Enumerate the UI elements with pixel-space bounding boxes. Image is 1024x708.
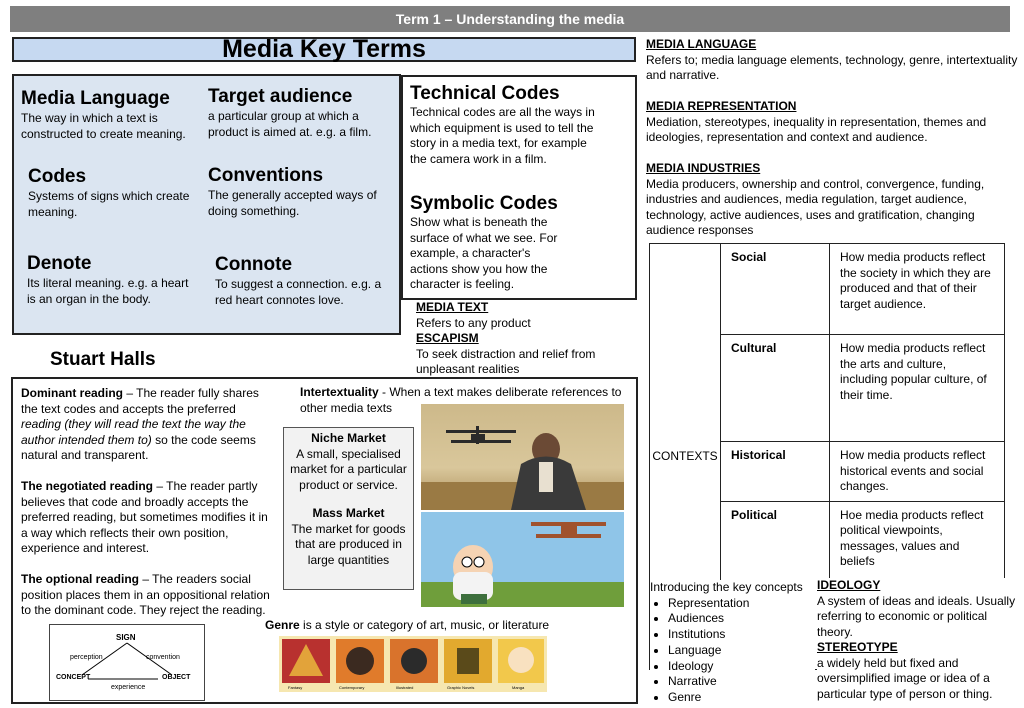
diagram-concept: CONCEPT	[56, 674, 91, 681]
ideology-label: IDEOLOGY	[817, 578, 881, 592]
dominant-reading	[21, 386, 276, 464]
term-text: To suggest a connection. e.g. a red heart connotes love.	[215, 277, 382, 307]
term-codes	[28, 166, 198, 220]
dominant-label: Dominant reading	[21, 386, 124, 400]
diagram-convention: convention	[146, 654, 180, 661]
term-conventions	[208, 165, 388, 219]
film-still-plane-chase	[421, 404, 624, 510]
media-representation-text: Mediation, stereotypes, inequality in representation, themes and ideologies, representation and context and audience.	[646, 114, 987, 144]
negotiated-label: The negotiated reading	[21, 479, 154, 493]
context-text: How media products reflect the society in which they are produced and that of their target audience.	[830, 244, 1005, 335]
context-name: Historical	[721, 442, 830, 502]
stereotype-label: STEREOTYPE	[817, 640, 898, 654]
term-heading: Codes	[28, 166, 87, 187]
market-box	[283, 427, 414, 590]
stuart-halls-heading: Stuart Halls	[50, 349, 156, 370]
mass-text: The market for goods that are produced in large quantities	[291, 521, 406, 567]
genre-caption: Graphic Novels	[447, 685, 475, 690]
context-name: Cultural	[721, 335, 830, 442]
context-name: Social	[721, 244, 830, 335]
context-name: Political	[721, 501, 830, 669]
symbolic-heading: Symbolic Codes	[410, 193, 558, 214]
technical-text: Technical codes are all the ways in which equipment is used to tell the story in a media text, for example the camera work in a film.	[410, 105, 595, 166]
symbolic-codes	[410, 193, 565, 293]
term-media-language	[21, 88, 201, 142]
genre-icons-strip	[279, 636, 547, 692]
ideology-stereotype	[817, 578, 1019, 702]
term-connote	[215, 254, 385, 308]
genre-definition	[265, 618, 565, 634]
genre-label: Genre	[265, 618, 300, 632]
page-title: Media Key Terms	[12, 37, 636, 62]
concept-item: • Representation	[668, 596, 815, 612]
stereotype-text: a widely held but fixed and oversimplified image or idea of a particular type of person or thing.	[817, 655, 993, 701]
media-framework	[646, 37, 1020, 239]
mass-label: Mass Market	[312, 506, 385, 520]
concept-item: • Audiences	[668, 611, 815, 627]
concept-item: • Ideology	[668, 659, 815, 675]
negotiated-reading	[21, 479, 276, 557]
media-text-label: MEDIA TEXT	[416, 300, 489, 314]
readings-text	[21, 386, 276, 619]
diagram-object: OBJECT	[162, 674, 191, 681]
context-text: How media products reflect the arts and culture, including popular culture, of their time.	[830, 335, 1005, 442]
context-text: How media products reflect historical events and social changes.	[830, 442, 1005, 502]
diagram-experience: experience	[111, 684, 146, 691]
term-heading: Target audience	[208, 86, 353, 107]
genre-caption: Fantasy	[288, 685, 303, 690]
media-representation-label: MEDIA REPRESENTATION	[646, 99, 797, 113]
genre-caption: Illustrated	[396, 685, 414, 690]
negotiated-text: – The reader partly believes that code and broadly accepts the preferred reading, but sometimes modifies it in a way which reflects their own position, experience and interest.	[21, 479, 268, 555]
diagram-perception: perception	[70, 654, 103, 661]
media-language-text: Refers to; media language elements, technology, genre, intertextuality and narrative.	[646, 52, 1018, 82]
optional-label: The optional reading	[21, 572, 140, 586]
cartoon-still-plane-chase	[421, 512, 624, 607]
genre-caption: Contemporary	[339, 685, 365, 690]
key-concepts	[650, 580, 815, 706]
concept-item: • Narrative	[668, 674, 815, 690]
term-text: Its literal meaning. e.g. a heart is an organ in the body.	[27, 276, 189, 306]
dominant-text: – The reader fully shares the text codes and accepts the preferred	[21, 386, 259, 416]
media-text-definition	[416, 300, 626, 378]
term-text: a particular group at which a product is aimed at. e.g. a film.	[208, 109, 372, 139]
genre-caption: Manga	[512, 685, 525, 690]
concept-item: • Institutions	[668, 627, 815, 643]
context-text: Hoe media products reflect political viewpoints, messages, values and beliefs	[830, 501, 1005, 669]
symbolic-text: Show what is beneath the surface of what we see. For example, a character's actions show you how the character is feeling.	[410, 215, 558, 292]
optional-text: – The readers social position places them in an oppositional relation to the dominant code. They reject the reading.	[21, 572, 270, 617]
term-heading: Connote	[215, 254, 293, 275]
media-language-label: MEDIA LANGUAGE	[646, 37, 757, 51]
term-heading: Conventions	[208, 165, 324, 186]
escapism-label: ESCAPISM	[416, 331, 479, 345]
concepts-list	[650, 596, 815, 707]
page-banner: Term 1 – Understanding the media	[10, 6, 1010, 32]
contexts-label: CONTEXTS	[650, 244, 721, 670]
concept-item: • Genre	[668, 690, 815, 706]
intertextuality-text: - When a text makes deliberate references to other media texts	[300, 385, 622, 415]
concepts-intro: Introducing the key concepts	[650, 580, 803, 594]
term-heading: Denote	[27, 253, 92, 274]
niche-text: A small, specialised market for a particular product or service.	[290, 446, 407, 492]
technical-heading: Technical Codes	[410, 83, 560, 104]
term-text: The way in which a text is constructed to create meaning.	[21, 111, 186, 141]
term-target-audience	[208, 86, 388, 140]
term-heading: Media Language	[21, 88, 170, 109]
technical-codes	[410, 83, 595, 167]
optional-reading	[21, 572, 276, 619]
media-industries-text: Media producers, ownership and control, convergence, funding, industries and audiences, media regulation, target audience, technology, active audiences, uses and gratification, changing audience responses	[646, 176, 985, 237]
media-industries-label: MEDIA INDUSTRIES	[646, 161, 761, 175]
genre-text: is a style or category of art, music, or literature	[299, 618, 550, 632]
niche-label: Niche Market	[311, 431, 386, 445]
term-denote	[27, 253, 197, 307]
ideology-text: A system of ideas and ideals. Usually referring to economic or political theory.	[817, 593, 1016, 639]
sign-diagram	[49, 624, 205, 701]
intertextuality-label: Intertextuality	[300, 385, 379, 399]
dominant-text-end: so the code seems natural and transparent.	[21, 432, 256, 462]
dominant-italic: reading (they will read the text the way the author intended them to)	[21, 417, 246, 447]
escapism-text: To seek distraction and relief from unpleasant realities	[416, 346, 596, 376]
media-text-text: Refers to any product	[416, 315, 531, 330]
diagram-sign: SIGN	[116, 633, 136, 642]
term-text: Systems of signs which create meaning.	[28, 189, 190, 219]
concept-item: • Language	[668, 643, 815, 659]
term-text: The generally accepted ways of doing something.	[208, 188, 377, 218]
